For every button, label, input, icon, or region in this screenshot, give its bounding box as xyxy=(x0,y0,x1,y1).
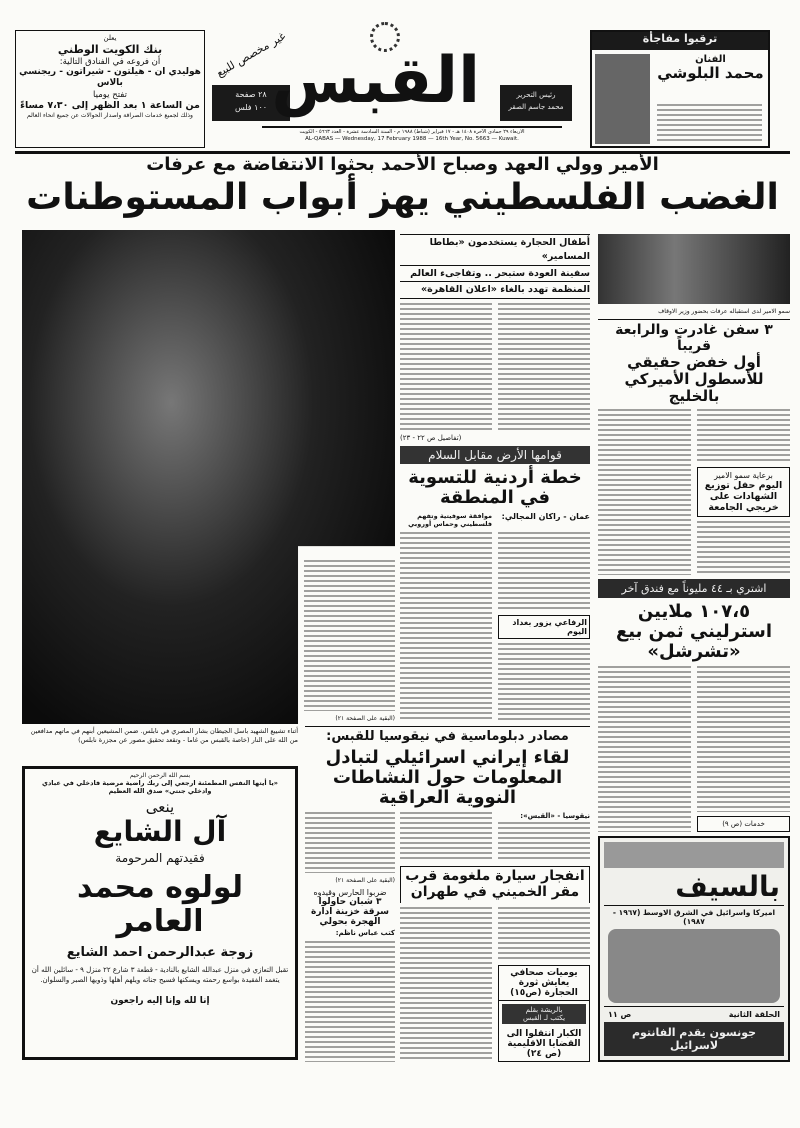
newspaper-logo: القبس xyxy=(271,44,480,118)
gulf-body xyxy=(598,409,691,575)
tehran-headline: انفجار سيارة ملغومة قرب مقر الخميني في طهران xyxy=(400,866,590,902)
hawalli-story xyxy=(305,888,395,937)
lead-body-col xyxy=(400,303,492,430)
page-count: ٢٨ صفحة xyxy=(235,90,267,99)
tehran-body xyxy=(400,907,492,1062)
nicosia-right-part xyxy=(400,812,590,1062)
date-en: AL-QABAS — Wednesday, 17 February 1988 — 16th Year, No. 5663 — Kuwait. xyxy=(305,136,519,142)
nicosia-body-row xyxy=(400,812,590,862)
nicosia-body xyxy=(400,812,492,862)
ad-intro: يعلن xyxy=(103,34,117,42)
jordan-more: (البقية على الصفحة ٢١) xyxy=(335,715,395,722)
lead-details-ref: (تفاصيل ص ٢٢ - ٢٣) xyxy=(400,433,462,442)
jordan-body xyxy=(304,560,395,711)
obituary-ad xyxy=(22,766,298,1060)
jordan-meta xyxy=(400,512,590,528)
jordan-body xyxy=(400,532,492,722)
emir-photo-caption: سمو الامير لدى استقباله عرفات بحضور وزير الاوقاف xyxy=(658,308,790,315)
editor-box xyxy=(500,85,572,121)
hawalli-kicker: ضربوا الحارس وقيدوه xyxy=(313,887,387,897)
churchill-body xyxy=(598,666,691,832)
sword-title: بالسيف xyxy=(675,870,780,904)
churchill-headline: ١٠٧،٥ ملايين استرليني ثمن بيع «تشرشل» xyxy=(615,600,773,662)
lead-body-col xyxy=(498,303,590,430)
jordan-bullet: موافقة سوفيتية وتفهم فلسطيني وحماس أوروبي xyxy=(408,512,492,529)
emir-photo xyxy=(598,234,790,304)
narrow-column xyxy=(304,560,395,722)
churchill-body xyxy=(697,666,790,812)
gulf-body-right xyxy=(697,409,790,575)
services-ref: خدمات (ص ٩) xyxy=(697,816,790,832)
jordan-headline: خطة أردنية للتسوية في المنطقة xyxy=(408,466,582,508)
lead-kicker: الأمير وولي العهد وصباح الأحمد بحثوا الانتفاضة مع عرفات xyxy=(146,154,659,175)
graduation-kicker: برعاية سمو الامير xyxy=(714,470,773,480)
nicosia-left-part xyxy=(305,812,395,1062)
churchill-body-row xyxy=(598,666,790,832)
tehran-body-right xyxy=(498,907,590,1062)
ad-open: تفتح يوميا xyxy=(93,89,127,100)
obituary-family: آل الشايع xyxy=(93,815,227,848)
graduation-box xyxy=(697,467,790,517)
nicosia-body xyxy=(498,822,590,862)
sword-teaser: جونسون يقدم الفانتوم لاسرائيل xyxy=(604,1022,784,1056)
gulf-body xyxy=(697,409,790,463)
singer-ad-top: ترقبوا مفاجأة xyxy=(592,32,768,50)
gulf-headline: أول خفض حقيقي للأسطول الأميركي بالخليج xyxy=(624,353,764,405)
price: ١٠٠ فلس xyxy=(234,102,268,112)
editor-name: محمد جاسم الصقر xyxy=(508,102,564,111)
jordan-body xyxy=(400,532,590,722)
big-promo: الكبار انتقلوا الى القضايا الاقليمية (ص ٢٤) xyxy=(506,1029,582,1059)
nicosia-kicker: مصادر دبلوماسية في نيقوسيا للقبس: xyxy=(326,729,569,744)
lead-bullet: أطفال الحجارة يستخدمون «بطاطا المسامير» xyxy=(400,235,590,266)
ad-note: وذلك لجميع خدمات الصرافة واصدار الحوالات عن جميع انحاء العالم xyxy=(27,112,193,120)
graduation-body xyxy=(697,521,790,575)
nicosia-lower xyxy=(305,812,590,1062)
obituary-name: لولوه محمد العامر xyxy=(77,870,243,939)
jordan-body xyxy=(498,532,590,611)
tehran-body-row xyxy=(400,907,590,1062)
singer-title: الفنان xyxy=(695,54,726,65)
sword-episode-row xyxy=(604,1006,784,1019)
editor-label: رئيس التحرير xyxy=(516,91,556,99)
singer-name: محمد البلوشي xyxy=(657,64,764,82)
ad-hotels: هوليدي ان - هيلتون - شيراتون - ريجنسي بالاس xyxy=(19,67,201,89)
singer-ad xyxy=(590,30,770,148)
date-line xyxy=(262,126,562,144)
obituary-wife: زوجة عبدالرحمن احمد الشايع xyxy=(66,944,254,960)
graduation-headline: اليوم حفل توزيع الشهادات على خريجي الجامعة xyxy=(704,479,783,513)
gulf-body-row xyxy=(598,409,790,575)
nicosia-dateline: نيقوسيا - «القبس»: xyxy=(520,812,590,821)
promo-box xyxy=(498,965,590,1062)
bank-ad xyxy=(15,30,205,148)
gulf-story xyxy=(598,319,790,405)
nicosia-body xyxy=(305,812,395,873)
gulf-kicker: ٣ سفن غادرت والرابعة قريباً xyxy=(615,322,773,354)
lead-bullet: المنظمة تهدد بالغاء «اعلان القاهرة» xyxy=(400,282,590,299)
pen-promo-line: بالريشة بقلم xyxy=(525,1006,563,1014)
hawalli-headline: ٣ شبان حاولوا سرقة خزينة ادارة الهجرة بحولي xyxy=(311,896,389,927)
nicosia-body-right xyxy=(498,812,590,862)
nicosia-headline: لقاء إيراني اسرائيلي لتبادل المعلومات حول النشاطات النووية العراقية xyxy=(325,747,570,809)
ad-hours: من الساعة ١ بعد الظهر إلى ٧،٣٠ مساءً xyxy=(20,100,200,112)
hawalli-body xyxy=(305,941,395,1062)
lead-headline: الغضب الفلسطيني يهز أبواب المستوطنات xyxy=(26,177,779,218)
tehran-body xyxy=(498,907,590,961)
jordan-dateline: عمان - راكان المجالي: xyxy=(501,512,590,522)
pen-promo xyxy=(502,1004,586,1024)
singer-photo xyxy=(595,54,650,144)
middle-column xyxy=(400,234,590,722)
ad-fine-print xyxy=(657,104,762,142)
obituary-closing: إنا لله وإنا إليه راجعون xyxy=(110,995,210,1006)
obituary-verse: «يا أيتها النفس المطمئنة ارجعي إلى ربك راضية مرضية فادخلي في عبادي وادخلي جنتي» صدق الله العظيم xyxy=(42,779,278,795)
jordan-body xyxy=(498,643,590,722)
sword-episode: الحلقة الثانية xyxy=(728,1010,780,1020)
obituary-condolence: تقبل التعازي في منزل عبدالله الشايع بالنادية - قطعة ٣ شارع ٢٢ منزل ٩ - سائلين الله أن يتغمد الفقيدة بواسع رحمته ويسكنها فسيح جناته ويلهم أهلها وذويها الصبر والسلوان. xyxy=(31,965,289,985)
nicosia-region xyxy=(305,726,590,1062)
jordan-subhead: الرفاعي يزور بغداد اليوم xyxy=(498,615,590,639)
obituary-basmala: بسم الله الرحمن الرحيم xyxy=(129,772,191,779)
diary-promo: يوميات صحافي يعايش ثورة الحجارة (ص١٥) xyxy=(499,966,589,1001)
ad-line: أن فروعه في الفنادق التالية: xyxy=(59,56,161,67)
date-ar: الاربعاء ٢٩ جمادى الآخرة ١٤٠٨ هـ - ١٧ فبراير (شباط) ١٩٨٨ م - السنة السادسة عشرة - العدد ٥٦٦٣ - الكويت xyxy=(299,129,525,135)
pen-promo-line: يكتب لـ القبس xyxy=(522,1014,566,1022)
ad-bank: بنك الكويت الوطني xyxy=(57,42,163,56)
sword-series-box xyxy=(598,836,790,1062)
lead-bullets xyxy=(400,234,590,299)
jordan-body-right xyxy=(498,532,590,722)
hawalli-byline: كتب عباس ناظم: xyxy=(335,928,395,937)
sword-page: ص ١١ xyxy=(608,1010,632,1020)
churchill-banner: اشتري بـ ٤٤ مليوناً مع فندق آخر xyxy=(598,579,790,598)
not-for-sale-stamp: غير مخصص للبيع xyxy=(213,29,288,80)
sword-subtitle: اميركا واسرائيل في الشرق الاوسط (١٩٦٧ - ١٩٨٧) xyxy=(604,905,784,926)
lead-body xyxy=(400,303,590,430)
churchill-body-right xyxy=(697,666,790,832)
right-column xyxy=(598,234,790,1062)
sword-teaser-panel xyxy=(608,929,780,1003)
lead-bullet: سفينة العودة ستبحر .. وتفاجىء العالم xyxy=(400,266,590,283)
jordan-banner: قوامها الأرض مقابل السلام xyxy=(400,446,590,464)
obituary-lost: فقيدتهم المرحومة xyxy=(115,851,205,866)
nicosia-more: (البقية على الصفحة ٢١) xyxy=(335,876,395,884)
sword-banner xyxy=(604,842,784,868)
lead-photo-caption: أثناء تشييع الشهيد باسل الجيطان بشار المصري في نابلس. ضمن المشيعين أبنهم في ماتهم مدافعين من الله على النار (خاصة بالقبس من غاما - وتقعد تحقيق مصور عن مجزرة نابلس) xyxy=(30,727,298,744)
obituary-mourns: ينعى xyxy=(145,798,175,816)
